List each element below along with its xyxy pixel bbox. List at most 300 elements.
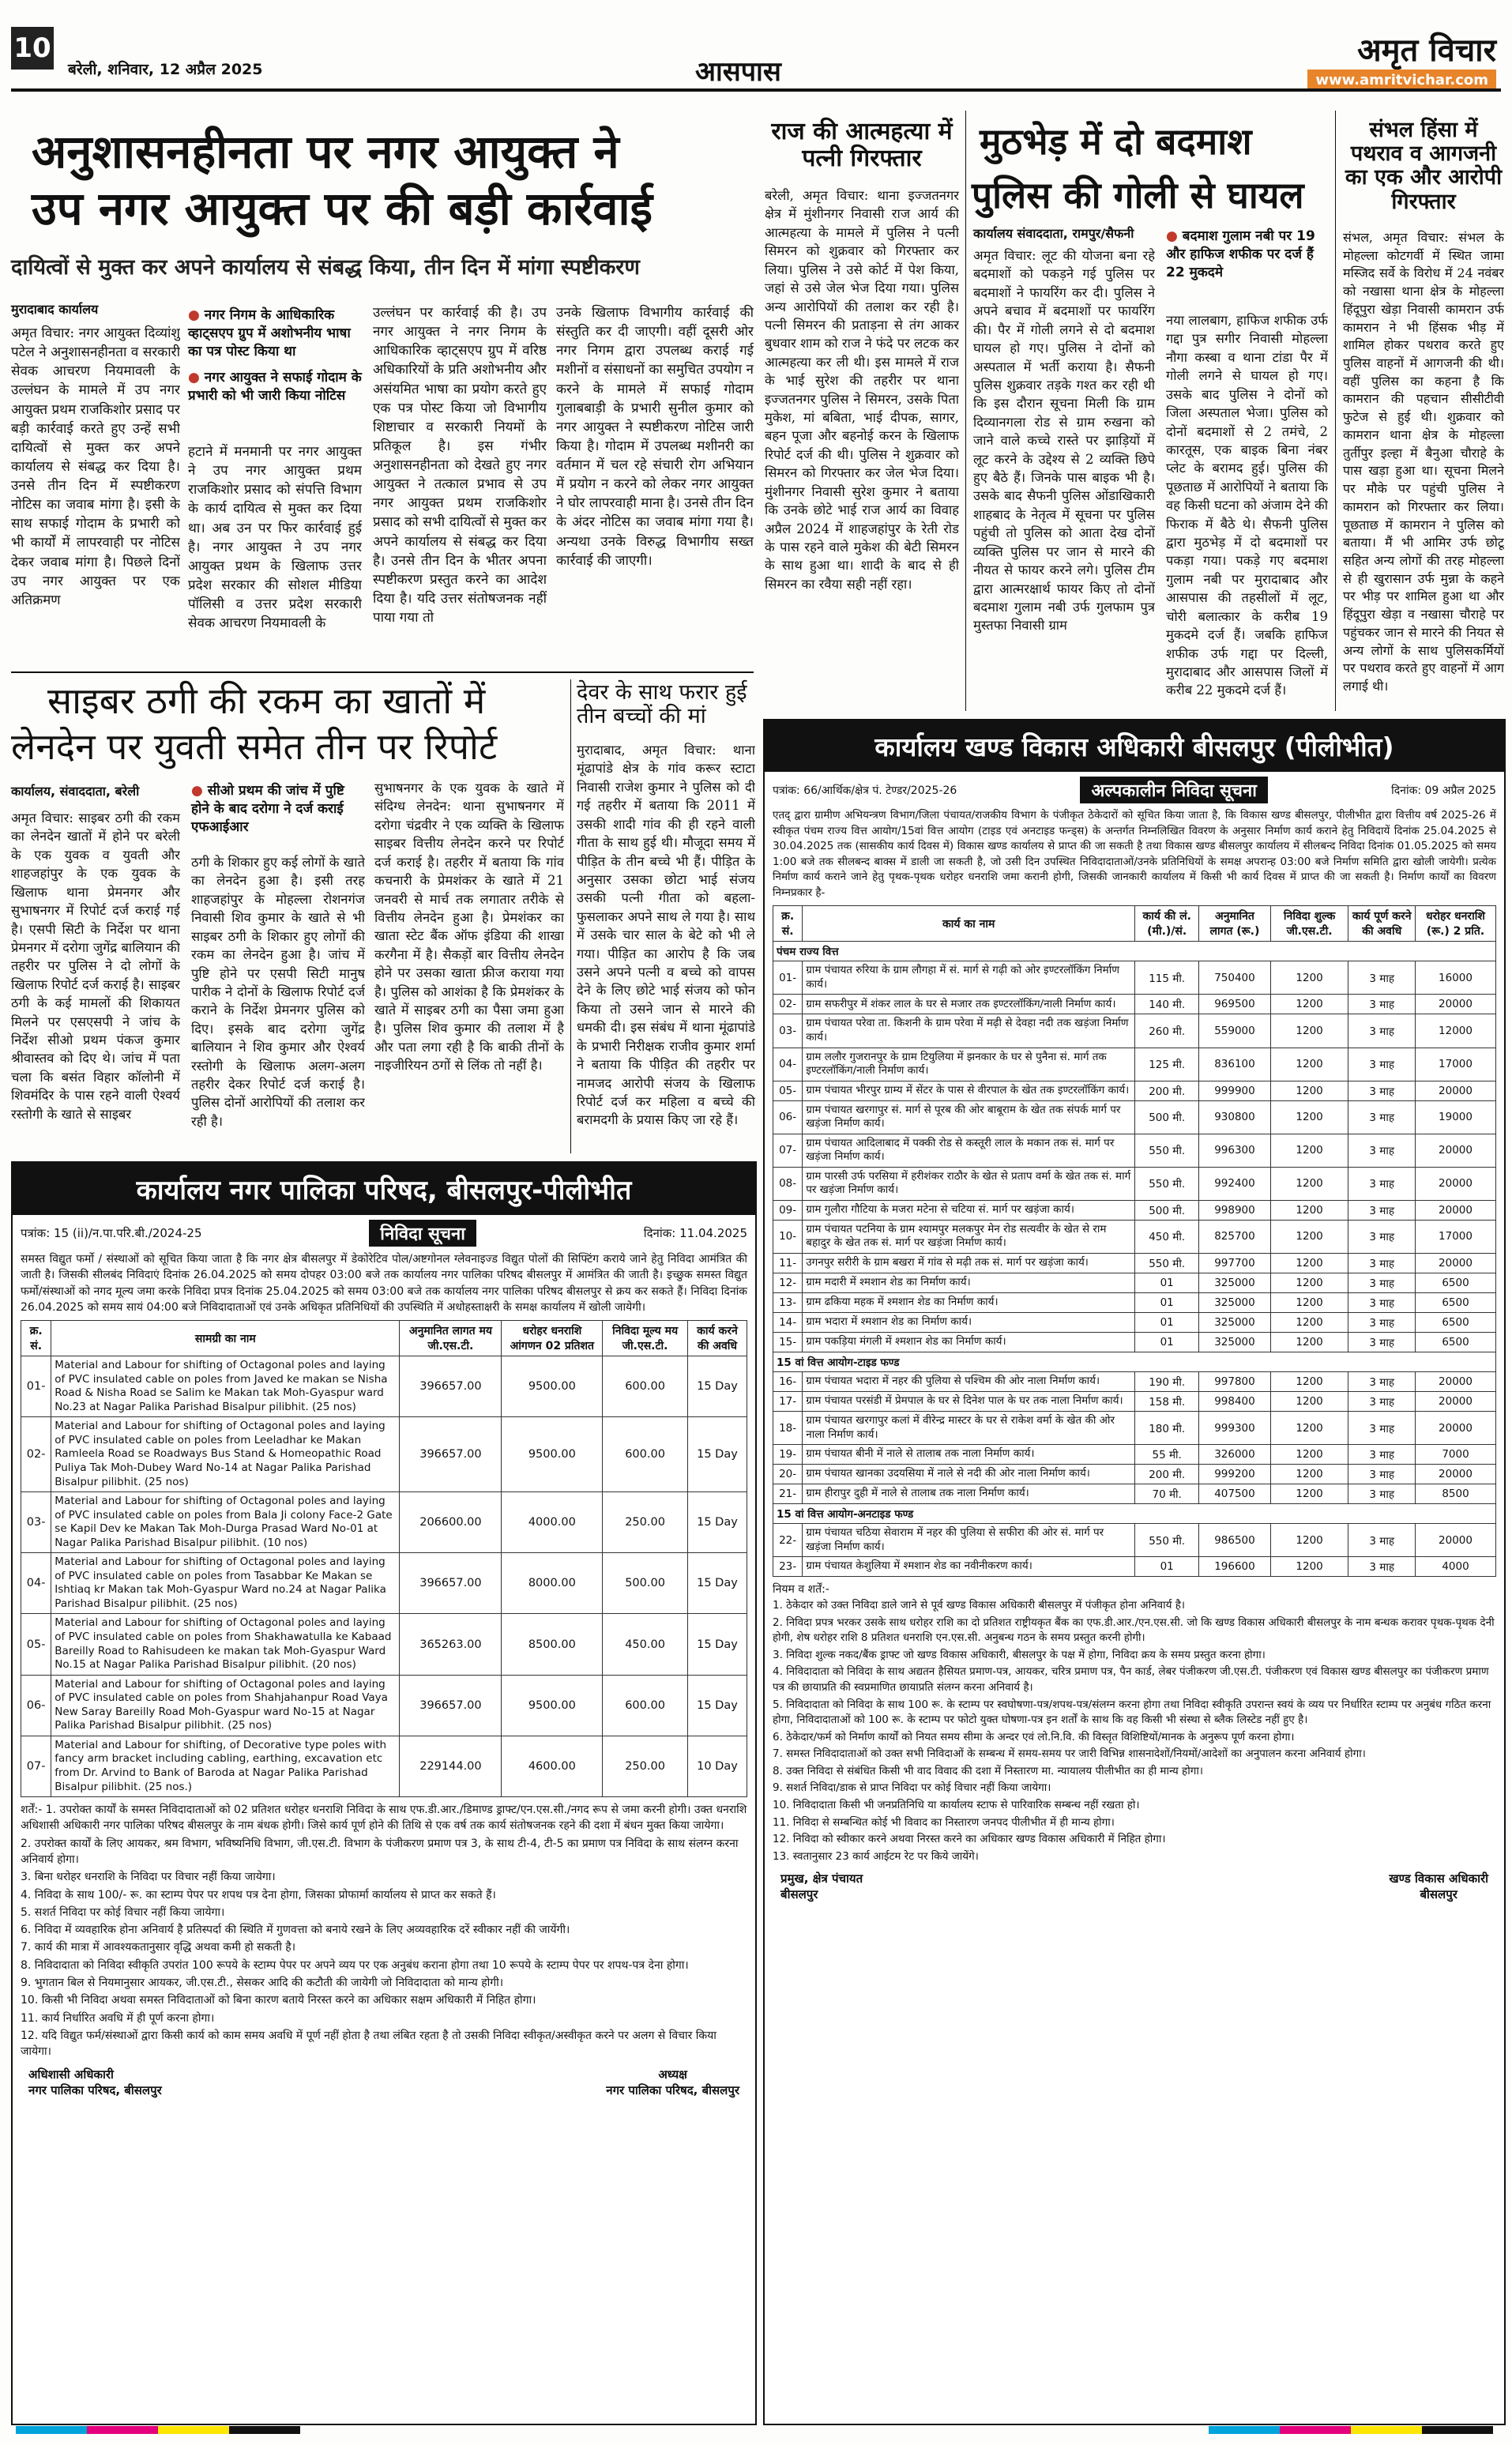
tender-np-title: कार्यालय नगर पालिका परिषद, बीसलपुर-पीलीभीत xyxy=(13,1163,755,1215)
table-cell: 05- xyxy=(773,1081,803,1100)
story5-headline-2: लेनदेन पर युवती समेत तीन पर रिपोर्ट xyxy=(11,725,498,768)
table-cell: 1200 xyxy=(1270,1220,1348,1253)
table-cell: 550 मी. xyxy=(1135,1254,1199,1273)
story5-byline: कार्यालय, संवाददाता, बरेली xyxy=(11,784,140,799)
table-cell: 16000 xyxy=(1415,961,1495,995)
story5-col3: सुभाषनगर के एक युवक के खाते में संदिग्ध लेनदेन: थाना सुभाषनगर में दरोगा चंद्रवीर ने एक व्यक्ति के खिलाफ साइबर वित्तीय लेनदेन करने पर रिपोर्ट दर्ज कराई है। तहरीर में बताया कि गांव कचनारी के प्रेमशंकर के खाते में 21 जनवरी से मार्च तक लगातार तरीके से वित्तीय लेनदेन हुआ है। प्रेमशंकर का खाता स्टेट बैंक ऑफ इंडिया की शाखा करगैना में है। सैकड़ों बार वित्तीय लेनदेन होने पर उसका खाता फ्रीज कराया गया है। पुलिस को आशंका है कि प्रेमशंकर के खाते में साइबर ठगी का पैसा जमा हुआ है। पुलिस शिव कुमार की तलाश में है और पता लगा रही है कि बाकी तीनों के नाइजीरियन ठगों से लिंक तो नहीं है। xyxy=(374,781,564,1074)
story4-text: संभल, अमृत विचार: संभल के मोहल्ला कोटगर्वी में स्थित जामा मस्जिद सर्वे के विरोध में 24 नवंबर को नखासा थाना क्षेत्र के मोहल्ला हिंदूपुरा खेड़ा निवासी कामरान उर्फ कामरान ने भी हिंसक भीड़ में शामिल होकर पथराव करते हुए पुलिस वाहनों में आगजनी की थी। वहीं पुलिस का कहना है कि कामरान की पहचान सीसीटीवी फुटेज से हुई थी। शुक्रवार को कामरान थाना क्षेत्र के मोहल्ला तुर्तीपुर इल्हा में बैनुआ चौराहे के पास खड़ा हुआ था। सूचना मिलने पर मौके पर पहुंची पुलिस ने कामरान को गिरफ्तार कर लिया। पूछताछ में कामरान ने पुलिस को बताया। मैं भी आमिर उर्फ छोटू सहित अन्य लोगों की तरह मोहल्ला से ही खुरासान उर्फ मुन्ना के कहने पर भीड़ पर शामिल हुआ था और हिंदूपुरा खेड़ा व नखासा चौराहे पर पहुंचकर जान से मारने की नियत से अन्य लोगों के साथ पुलिसकर्मियों पर पथराव करते हुए वाहनों में आग लगाई थी। xyxy=(1343,230,1504,694)
table-cell: 6500 xyxy=(1415,1313,1495,1333)
table-cell: 407500 xyxy=(1199,1484,1271,1504)
tender-bdo-subtitle: अल्पकालीन निविदा सूचना xyxy=(1080,777,1267,803)
cmyk-cyan-swatch xyxy=(1209,2426,1280,2434)
story1-col1: अमृत विचार: नगर आयुक्त दिव्यांशु पटेल ने अनुशासनहीनता व सरकारी सेवक आचरण नियमावली के उल्लंघन के मामले में उप नगर आयुक्त प्रथम राजकिशोर प्रसाद पर बड़ी कार्रवाई करते हुए उन्हें सभी दायित्वों से मुक्त कर अपने कार्यालय से संबद्ध कर दिया है। उनसे तीन दिन में स्पष्टीकरण नोटिस का जवाब मांगा है। इसी के साथ सफाई गोदाम के प्रभारी को भी कार्यों में लापरवाही पर नोटिस देकर जवाब मांगा है। पिछले दिनों उप नगर आयुक्त पर एक अतिक्रमण xyxy=(11,325,180,608)
table-cell: ग्राम पंचायत खरगापुर कलां में वीरेन्द्र मास्टर के घर से राकेश वर्मा के खेत की ओर नाला निर्माण कार्य। xyxy=(803,1412,1135,1445)
term-item: 4. निविदा के साथ 100/- रू. का स्टाम्प पेपर पर शपथ पत्र देना होगा, जिसका प्रोफार्मा कार्यालय से प्राप्त कर सकते हैं। xyxy=(21,1888,496,1901)
table-cell: 3 माह xyxy=(1348,1134,1416,1167)
tender-np-signatures xyxy=(13,2062,755,2103)
table-cell: 1200 xyxy=(1270,995,1348,1014)
story3-bullet-text: बदमाश गुलाम नबी पर 19 और हाफिज शफीक पर दर्ज हैं 22 मुकदमे xyxy=(1166,228,1315,280)
term-item: 7. समस्त निविदादाताओं को उक्त सभी निविदाओं के सम्बन्ध में समय-समय पर जारी विभिन्न शासनादेशों/नियमों/आदेशों का अनुपालन करना अनिवार्य होगा। xyxy=(773,1747,1366,1761)
table-cell: 01 xyxy=(1135,1333,1199,1352)
table-cell: 22- xyxy=(773,1524,803,1557)
masthead-rule xyxy=(11,88,1501,92)
table-cell: 15 Day xyxy=(687,1553,747,1614)
table-cell: 325000 xyxy=(1199,1313,1271,1333)
table-cell: 20000 xyxy=(1415,1465,1495,1484)
table-cell: 992400 xyxy=(1199,1167,1271,1200)
table-cell: 1200 xyxy=(1270,1372,1348,1392)
table-cell: 500 मी. xyxy=(1135,1100,1199,1134)
table-cell: 10- xyxy=(773,1220,803,1253)
table-row xyxy=(773,1392,1496,1412)
tender-bdo-date: दिनांक: 09 अप्रैल 2025 xyxy=(1391,784,1496,797)
table-cell: 3 माह xyxy=(1348,1465,1416,1484)
table-cell: 396657.00 xyxy=(400,1356,502,1417)
story5-bullet: ● सीओ प्रथम की जांच में पुष्टि होने के बाद दरोगा ने दर्ज कराई एफआईआर xyxy=(191,783,344,835)
table-row xyxy=(773,1484,1496,1504)
term-item: 6. निविदा में व्यवहारिक होना अनिवार्य है प्रतिस्पर्दा की स्थिति में गुणवत्ता को बनाये रखने के लिए अव्यवहारिक दरें स्वीकार नहीं की जायेंगी। xyxy=(21,1924,570,1937)
table-cell: 8000.00 xyxy=(502,1553,603,1614)
table-cell: 396657.00 xyxy=(400,1553,502,1614)
tender-np-refline xyxy=(13,1215,755,1251)
table-cell: 450.00 xyxy=(603,1614,688,1675)
table-row xyxy=(773,1014,1496,1048)
tender-np-intro: समस्त विद्युत फर्मो / संस्थाओं को सूचित किया जाता है कि नगर क्षेत्र बीसलपुर में डेकोरेटिव पोल/अष्टगोनल ग्लेवनाइज्ड विद्युत पोलों की सिफ्टिंग कराये जाने हेतु निविदा आमंत्रित की जाती है। जिसकी सीलबंद निविदाएं दिनांक 26.04.2025 को समय दोपहर 03:00 बजे तक कार्यालय नगर पालिका परिषद बीसलपुर में आमंत्रित की जाती है। इच्छुक समस्त विद्युत फर्मो/संस्थाओं को नगद मूल्य जमा करके निविदा प्रपत्र दिनांक 25.04.2025 को समय 03:00 बजे तक कार्यालय नगर पालिका परिषद बीसलपुर से क्रय कर सकते हैं। निविदा दिनांक 26.04.2025 को समय सायं 04:00 बजे निविदादाताओं एवं उनके अधिकृत प्रतिनिधियों की उपस्थिति में अधोहस्ताक्षरी के समक्ष कार्यालय में खोली जायेगी। xyxy=(21,1253,747,1314)
tender-bdo-table-wrap xyxy=(765,901,1504,1582)
story1-headline-1: अनुशासनहीनता पर नगर आयुक्त ने xyxy=(32,125,619,179)
table-row xyxy=(21,1614,747,1675)
table-cell: 17000 xyxy=(1415,1048,1495,1081)
table-cell: 1200 xyxy=(1270,1313,1348,1333)
term-item: 8. उक्त निविदा से संबंधित किसी भी वाद विवाद की दशा में निस्तारण मा. न्यायालय पीलीभीत का ही मान्य होगा। xyxy=(773,1764,1203,1777)
table-cell: Material and Labour for shifting of Octagonal poles and laying of PVC insulated cable on poles from Shahjahanpur Road Vaya New Saray Bareilly Road Moh-Gyaspur ward No-15 at Nagar Palika Parishad Bisalpur pilibhit. (25 nos) xyxy=(51,1675,400,1736)
tender-bdo xyxy=(763,719,1506,2425)
sig-title: खण्ड विकास अधिकारी xyxy=(1389,1871,1488,1886)
table-cell: 825700 xyxy=(1199,1220,1271,1253)
table-cell: 12000 xyxy=(1415,1014,1495,1048)
table-cell: 20- xyxy=(773,1465,803,1484)
table-cell: 3 माह xyxy=(1348,1100,1416,1134)
dateline: बरेली, शनिवार, 12 अप्रैल 2025 xyxy=(68,61,263,78)
table-cell: 396657.00 xyxy=(400,1675,502,1736)
table-cell: 01 xyxy=(1135,1273,1199,1293)
tender-np-sig-left xyxy=(28,2067,162,2098)
story1-subheadline: दायित्वों से मुक्त कर अपने कार्यालय से संबद्ध किया, तीन दिन में मांगा स्पष्टीकरण xyxy=(11,255,640,280)
table-cell: 365263.00 xyxy=(400,1614,502,1675)
term-item: शर्तें:- 1. उपरोक्त कार्यों के समस्त निविदादाताओं को 02 प्रतिशत धरोहर धनराशि निविदा के साथ एफ.डी.आर./डिमाण्ड ड्राफ्ट/एन.एस.सी./नगद रूप से जमा करनी होगी। उक्त धनराशि अधिशासी अधिकारी नगर पालिका परिषद बीसलपुर के नाम बंधक होगी। जिसे कार्य पूर्ण होने की तिथि से एक वर्ष तक कार्य संतोषजनक रहने की दशा में बंधन मुक्त किया जायेगा। xyxy=(21,1804,747,1833)
story6-text: मुरादाबाद, अमृत विचार: थाना मूंढापांडे क्षेत्र के गांव करूर स्टाटा निवासी राजेश कुमार ने पुलिस को दी गई तहरीर में बताया कि 2011 में उसकी शादी गांव की ही रहने वाली गीता के साथ हुई थी। मौजूदा समय में पीड़ित के तीन बच्चे भी हैं। पीड़ित के अनुसार उसका छोटा भाई संजय उसकी पत्नी गीता को बहला-फुसलाकर अपने साथ ले गया है। साथ में उसके चार साल के बेटे को भी ले गया। पीड़ित का आरोप है कि जब उसने अपने पत्नी व बच्चे को वापस देने के लिए छोटे भाई संजय को फोन किया तो उसने जान से मारने की धमकी दी। इस संबंध में थाना मूंढापांडे के प्रभारी निरीक्षक राजीव कुमार शर्मा ने बताया कि पीड़ित की तहरीर पर नामजद आरोपी संजय के खिलाफ रिपोर्ट दर्ज कर महिला व बच्चे की बरामदगी के प्रयास किए जा रहे हैं। xyxy=(577,743,755,1128)
term-item: 8. निविदादाता को निविदा स्वीकृति उपरांत 100 रूपये के स्टाम्प पेपर पर अपने व्यय पर एक अनुबंध कराना होगा तथा 10 रूपये के स्टाम्प पेपर पर शपथ-पत्र देना होगा। xyxy=(21,1958,689,1972)
tender-np-terms xyxy=(13,1802,755,2059)
table-cell: 196600 xyxy=(1199,1557,1271,1577)
table-cell: 10 Day xyxy=(687,1736,747,1796)
term-item: 9. सशर्त निविदा/डाक से प्राप्त निविदा पर कोई विचार नहीं किया जायेगा। xyxy=(773,1781,1051,1795)
story5-bullet-text: सीओ प्रथम की जांच में पुष्टि होने के बाद दरोगा ने दर्ज कराई एफआईआर xyxy=(191,783,344,835)
table-row xyxy=(773,1313,1496,1333)
story3-col2: नया लालबाग, हाफिज शफीक उर्फ गद्दा पुत्र सगीर निवासी मोहल्ला नौगा कस्बा व थाना टांडा पैर में गोली लगने से घायल हो गए। उसके बाद पुलिस ने दोनों को जिला अस्पताल भेजा। पुलिस को दोनों बदमाशों से 2 तमंचे, 2 कारतूस, एक बाइक बिना नंबर प्लेट के बरामद हुई। पुलिस की पूछताछ में आरोपियों ने बताया कि वह किसी घटना को अंजाम देने की फिराक में बैठे थे। सैफनी पुलिस द्वारा मुठभेड़ में दो बदमाशों पर पकड़ा गया। पकड़े गए बदमाश गुलाम नबी पर मुरादाबाद और आसपास की तहसीलों में लूट, चोरी बलात्कार के करीब 19 मुकदमे दर्ज हैं। जबकि हाफिज शफीक उर्फ गद्दा पर दिल्ली, मुरादाबाद और आसपास जिलों में करीब 22 मुकदमे दर्ज हैं। xyxy=(1166,313,1328,698)
table-cell: 08- xyxy=(773,1167,803,1200)
term-item: 1. ठेकेदार को उक्त निविदा डाले जाने से पूर्व खण्ड विकास अधिकारी बीसलपुर में पंजीकृत होना अनिवार्य है। xyxy=(773,1599,1185,1612)
table-cell: 01- xyxy=(21,1356,51,1417)
story2-headline: राज की आत्महत्या में पत्नी गिरफ्तार xyxy=(771,118,953,172)
table-cell: 997800 xyxy=(1199,1372,1271,1392)
table-row xyxy=(773,1254,1496,1273)
website-link[interactable]: www.amritvichar.com xyxy=(1307,70,1496,91)
table-cell: 09- xyxy=(773,1200,803,1220)
table-row xyxy=(773,1524,1496,1557)
tender-np-table-wrap xyxy=(13,1315,755,1802)
table-cell: 930800 xyxy=(1199,1100,1271,1134)
table-cell: 15 Day xyxy=(687,1675,747,1736)
table-header-cell: निविदा मूल्य मय जी.एस.टी. xyxy=(603,1321,688,1356)
tender-np-date: दिनांक: 11.04.2025 xyxy=(643,1226,747,1240)
table-cell: 15 Day xyxy=(687,1417,747,1492)
table-cell: 18- xyxy=(773,1412,803,1445)
cmyk-yellow-swatch xyxy=(1351,2426,1422,2434)
story1-bullet-1-text: नगर निगम के आधिकारिक व्हाट्सएप ग्रुप में अशोभनीय भाषा का पत्र पोस्ट किया था xyxy=(188,307,351,359)
table-cell: 55 मी. xyxy=(1135,1445,1199,1465)
table-cell: 3 माह xyxy=(1348,1392,1416,1412)
table-cell: 1200 xyxy=(1270,1484,1348,1504)
table-cell: 20000 xyxy=(1415,1200,1495,1220)
table-cell: 3 माह xyxy=(1348,1200,1416,1220)
table-cell: 396657.00 xyxy=(400,1417,502,1492)
tender-bdo-signatures xyxy=(765,1866,1504,1907)
table-cell: 20000 xyxy=(1415,1372,1495,1392)
tender-bdo-sig-left xyxy=(780,1871,863,1902)
tender-bdo-terms-title: नियम व शर्तें:- xyxy=(773,1583,829,1597)
table-cell: 70 मी. xyxy=(1135,1484,1199,1504)
table-cell: 1200 xyxy=(1270,1557,1348,1577)
table-row xyxy=(773,1372,1496,1392)
table-cell: उगनपुर सरीरी के ग्राम बखरा में गांव से मढ़ी तक सं. मार्ग पर खड़ंजा कार्य। xyxy=(803,1254,1135,1273)
term-item: 13. स्वतानुसार 23 कार्य आईटम रेट पर किये जायेंगे। xyxy=(773,1849,979,1863)
table-cell: 1200 xyxy=(1270,1524,1348,1557)
table-cell: 326000 xyxy=(1199,1445,1271,1465)
table-row xyxy=(773,1445,1496,1465)
table-cell: 250.00 xyxy=(603,1736,688,1796)
story5-col1: अमृत विचार: साइबर ठगी की रकम का लेनदेन खातों में होने पर बरेली के एक युवक व युवती और शाहजहांपुर के एक युवक के खिलाफ थाना प्रेमनगर और सुभाषनगर में रिपोर्ट दर्ज कराई गई है। एसपी सिटी के निर्देश पर थाना प्रेमनगर में दरोगा जुगेंद्र बालियान की तहरीर पर पुलिस ने दो लोगों के खिलाफ रिपोर्ट दर्ज कराई है। साइबर ठगी के कई मामलों की शिकायत मिलने पर एसएसपी ने जांच के निर्देश सीओ प्रथम पंकज कुमार श्रीवास्तव को दिए थे। जांच में पता चला कि बसंत विहार कॉलोनी में शिवमंदिर के पास रहने वाली ऐश्वर्य रस्तोगी के खाते से साइबर xyxy=(11,811,180,1122)
table-cell: 969500 xyxy=(1199,995,1271,1014)
table-header-cell: क्र. सं. xyxy=(773,906,803,942)
table-row xyxy=(773,1333,1496,1352)
term-item: 9. भुगतान बिल से नियमानुसार आयकर, जी.एस.टी., सेसकर आदि की कटौती की जायेगी जो निविदादाता को मान्य होगी। xyxy=(21,1977,504,1990)
cmyk-magenta-swatch xyxy=(1280,2426,1351,2434)
term-item: 7. कार्य की मात्रा में आवश्यकतानुसार वृद्धि अथवा कमी हो सकती है। xyxy=(21,1941,296,1954)
table-cell: 02- xyxy=(773,995,803,1014)
table-cell: 200 मी. xyxy=(1135,1081,1199,1100)
table-cell: ग्राम गुलौरा गौटिया के मजरा मटेना से चटिया सं. मार्ग पर खड़ंजा कार्य। xyxy=(803,1200,1135,1220)
term-item: 12. यदि विद्युत फर्म/संस्थाओं द्वारा किसी कार्य को काम समय अवधि में पूर्ण नहीं होता है तथा लंबित रहता है तो उसकी निविदा स्वीकृत/अस्वीकृत करने पर अलग से विचार किया जायेगा। xyxy=(21,2029,717,2059)
term-item: 10. किसी भी निविदा अथवा समस्त निविदाताओं को बिना कारण बताये निरस्त करने का अधिकार सक्षम अधिकारी में निहित होगा। xyxy=(21,1994,536,2007)
story5-col2: ठगी के शिकार हुए कई लोगों के खाते का लेनदेन हुआ है। इसी तरह शाहजहांपुर के मोहल्ला रोशनगंज निवासी शिव कुमार के खाते से भी साइबर ठगी के शिकार हुए लोगों की रकम का लेनदेन हुआ है। जांच में पुष्टि होने पर एसपी सिटी मानुष पारीक ने दोनों के खिलाफ रिपोर्ट दर्ज कराने के निर्देश प्रेमनगर पुलिस को दिए। इसके बाद दरोगा जुगेंद्र बालियान ने शिव कुमार और ऐश्वर्य रस्तोगी के खिलाफ अलग-अलग तहरीर देकर रिपोर्ट दर्ज कराई है। पुलिस दोनों आरोपियों की तलाश कर रही है। xyxy=(191,855,365,1129)
tender-np-table xyxy=(21,1320,747,1797)
table-cell: 3 माह xyxy=(1348,961,1416,995)
cmyk-bar-right xyxy=(1209,2426,1493,2434)
table-cell: ग्राम मदारी में श्मशान शेड का निर्माण कार्य। xyxy=(803,1273,1135,1293)
table-cell: 19000 xyxy=(1415,1100,1495,1134)
table-cell: 996300 xyxy=(1199,1134,1271,1167)
table-cell: 229144.00 xyxy=(400,1736,502,1796)
table-cell: 9500.00 xyxy=(502,1675,603,1736)
table-cell: 15 Day xyxy=(687,1356,747,1417)
table-header-cell: क्र. सं. xyxy=(21,1321,51,1356)
table-cell: 12- xyxy=(773,1273,803,1293)
table-header-cell: अनुमानित लागत मय जी.एस.टी. xyxy=(400,1321,502,1356)
table-cell: 15 Day xyxy=(687,1614,747,1675)
table-cell: 6500 xyxy=(1415,1293,1495,1313)
tender-bdo-table xyxy=(773,905,1496,1577)
table-cell: ग्राम ललौर गुजरानपुर के ग्राम टियुलिया में झनकार के घर से पुनैना सं. मार्ग तक इण्टरलॉकिंग/नाली निर्माण कार्य। xyxy=(803,1048,1135,1081)
table-cell: 8500.00 xyxy=(502,1614,603,1675)
table-cell: 05- xyxy=(21,1614,51,1675)
table-cell: 4000.00 xyxy=(502,1492,603,1553)
table-cell: ग्राम भदारा में श्मशान शेड का निर्माण कार्य। xyxy=(803,1313,1135,1333)
table-cell: 999900 xyxy=(1199,1081,1271,1100)
table-cell: Material and Labour for shifting of Octagonal poles and laying of PVC insulated cable on poles from Leeladhar ke Makan Ramleela Road se Roadways Bus Stand & Homeopathic Road Puliya Tak Moh-Dubey Ward No-14 at Nagar Palika Parishad Bisalpur pilibhit. (25 nos) xyxy=(51,1417,400,1492)
table-cell: 998900 xyxy=(1199,1200,1271,1220)
table-cell: ग्राम पंचायत भीरपुर ग्राम्य में सेंटर के पास से वीरपाल के खेत तक इण्टरलॉकिंग कार्य। xyxy=(803,1081,1135,1100)
table-cell: 1200 xyxy=(1270,1134,1348,1167)
table-cell: 180 मी. xyxy=(1135,1412,1199,1445)
story4-headline: संभल हिंसा में पथराव व आगजनी का एक और आरोपी गिरफ्तार xyxy=(1345,118,1503,214)
cmyk-bar-left xyxy=(16,2426,300,2434)
sig-org: बीसलपुर xyxy=(780,1887,818,1902)
table-cell: 325000 xyxy=(1199,1273,1271,1293)
table-cell: 1200 xyxy=(1270,1412,1348,1445)
story3-headline-2: पुलिस की गोली से घायल xyxy=(972,174,1304,216)
table-row xyxy=(773,1100,1496,1134)
table-row xyxy=(773,1412,1496,1445)
table-cell: 1200 xyxy=(1270,1445,1348,1465)
table-cell: 04- xyxy=(21,1553,51,1614)
table-cell: 06- xyxy=(773,1100,803,1134)
story1-col3: उल्लंघन पर कार्रवाई की है। उप नगर आयुक्त ने नगर निगम के आधिकारिक व्हाट्सएप ग्रुप में वरिष्ठ अधिकारियों के प्रति अशोभनीय और असंयमित भाषा का प्रयोग करते हुए एक पत्र पोस्ट किया जो विभागीय शिष्टाचार व सरकारी नियमों के प्रतिकूल है। इस गंभीर अनुशासनहीनता को देखते हुए नगर आयुक्त ने तत्काल प्रभाव से उप नगर आयुक्त प्रथम राजकिशोर प्रसाद को सभी दायित्वों से मुक्त कर अपने कार्यालय से संबद्ध कर दिया है। उनसे तीन दिन के भीतर अपना स्पष्टीकरण प्रस्तुत करने का आदेश दिया है। यदि उत्तर संतोषजनक नहीं पाया गया तो xyxy=(373,305,547,626)
page-number: 10 xyxy=(11,27,54,70)
table-cell: ग्राम सफरीपुर में शंकर लाल के घर से मजार तक इण्टरलॉकिंग/नाली निर्माण कार्य। xyxy=(803,995,1135,1014)
term-item: 2. उपरोक्त कार्यों के लिए आयकर, श्रम विभाग, भविष्यनिधि विभाग, जी.एस.टी. विभाग के पंजीकरण प्रमाण पत्र 3, के साथ टी-4, टी-5 का प्रमाण पत्र निविदा के साथ संलग्न करना अनिवार्य होगा। xyxy=(21,1837,739,1866)
table-header-cell: कार्य करने की अवधि xyxy=(687,1321,747,1356)
table-cell: ग्राम पकड़िया मंगली में श्मशान शेड का निर्माण कार्य। xyxy=(803,1333,1135,1352)
story1-bullets xyxy=(188,307,362,405)
table-cell: 3 माह xyxy=(1348,1524,1416,1557)
table-cell: 03- xyxy=(21,1492,51,1553)
table-group-row xyxy=(773,1352,1496,1372)
table-cell: 16- xyxy=(773,1372,803,1392)
sig-org: नगर पालिका परिषद, बीसलपुर xyxy=(606,2082,739,2097)
table-cell: 14- xyxy=(773,1313,803,1333)
story1-col2: हटाने में मनमानी पर नगर आयुक्त ने उप नगर आयुक्त प्रथम राजकिशोर प्रसाद को संपत्ति विभाग के कार्य दायित्व से मुक्त कर दिया था। अब उन पर फिर कार्रवाई हुई है। नगर आयुक्त ने उप नगर आयुक्त प्रथम के खिलाफ उत्तर प्रदेश सरकार की सोशल मीडिया पॉलिसी व उत्तर प्रदेश सरकारी सेवक आचरण नियमावली के xyxy=(188,444,362,632)
story1-byline: मुरादाबाद कार्यालय xyxy=(11,302,99,317)
cmyk-yellow-swatch xyxy=(158,2426,229,2434)
table-row xyxy=(21,1492,747,1553)
table-cell: 550 मी. xyxy=(1135,1167,1199,1200)
table-cell: 3 माह xyxy=(1348,1412,1416,1445)
table-cell: 190 मी. xyxy=(1135,1372,1199,1392)
table-cell: ग्राम ढकिया महक में श्मशान शेड का निर्माण कार्य। xyxy=(803,1293,1135,1313)
table-cell: 3 माह xyxy=(1348,1313,1416,1333)
term-item: 5. निविदादाता को निविदा के साथ 100 रू. के स्टाम्प पर स्वघोषणा-पत्र/शपथ-पत्र/संलग्न करना होगा तथा निविदा स्वीकृति उपरान्त स्वयं के व्यय पर निर्धारित स्टाम्प पर अनुबंध गठित करना होगा, निविदादाताओं को 100 रू. के स्टाम्प पर फोटो युक्त घोषणा-पत्र इन शर्तों के साथ कि वह किसी भी संस्था से ब्लैक लिस्टेड नहीं हुए है। xyxy=(773,1698,1491,1727)
table-cell: ग्राम पंचायत खरगापुर सं. मार्ग से पूरब की ओर बाबूराम के खेत तक संपर्क मार्ग पर खड़ंजा निर्माण कार्य। xyxy=(803,1100,1135,1134)
sig-title: अधिशासी अधिकारी xyxy=(28,2067,114,2082)
table-cell: 20000 xyxy=(1415,1134,1495,1167)
table-row xyxy=(773,1134,1496,1167)
table-cell: 125 मी. xyxy=(1135,1048,1199,1081)
cmyk-cyan-swatch xyxy=(16,2426,87,2434)
table-cell: 9500.00 xyxy=(502,1417,603,1492)
table-row xyxy=(773,1557,1496,1577)
table-header-cell: धरोहर धनराशि (रू.) 2 प्रति. xyxy=(1415,906,1495,942)
table-cell: 1200 xyxy=(1270,1100,1348,1134)
term-item: 2. निविदा प्रपत्र भरकर उसके साथ धरोहर राशि का दो प्रतिशत राष्ट्रीयकृत बैंक का एफ.डी.आर./एन.एस.सी. जो कि खण्ड विकास अधिकारी बीसलपुर के नाम बन्धक करावर पृथक-पृथक देनी होगी, शेष धरोहर राशि 8 प्रतिशत धनराशि एन.एस.सी. अनुबन्ध गठन के समय प्रस्तुत करनी होगी। xyxy=(773,1616,1495,1645)
table-cell: 4000 xyxy=(1415,1557,1495,1577)
story1-headline-2: उप नगर आयुक्त पर की बड़ी कार्रवाई xyxy=(32,182,653,235)
story3-bullet: ● बदमाश गुलाम नबी पर 19 और हाफिज शफीक पर दर्ज हैं 22 मुकदमे xyxy=(1166,228,1315,280)
table-cell: 6500 xyxy=(1415,1333,1495,1352)
table-cell: 3 माह xyxy=(1348,1372,1416,1392)
table-cell: 13- xyxy=(773,1293,803,1313)
table-cell: 3 माह xyxy=(1348,1254,1416,1273)
story1-bullet-1: ● नगर निगम के आधिकारिक व्हाट्सएप ग्रुप में अशोभनीय भाषा का पत्र पोस्ट किया था xyxy=(188,307,351,359)
term-item: 11. कार्य निर्धारित अवधि में ही पूर्ण करना होगा। xyxy=(21,2011,215,2025)
table-cell: 986500 xyxy=(1199,1524,1271,1557)
table-cell: 07- xyxy=(21,1736,51,1796)
term-item: 10. निविदादाता किसी भी जनप्रतिनिधि या कार्यालय स्टाफ से पारिवारिक सम्बन्ध नहीं रखता हो। xyxy=(773,1798,1140,1811)
story1-bullet-2-text: नगर आयुक्त ने सफाई गोदाम के प्रभारी को भी जारी किया नोटिस xyxy=(188,369,362,404)
table-cell: 999200 xyxy=(1199,1465,1271,1484)
table-header-cell: कार्य का नाम xyxy=(803,906,1135,942)
table-cell: 3 माह xyxy=(1348,1167,1416,1200)
table-row xyxy=(21,1736,747,1796)
table-row xyxy=(773,1081,1496,1100)
table-cell: 19- xyxy=(773,1445,803,1465)
table-cell: 01 xyxy=(1135,1293,1199,1313)
table-cell: Material and Labour for shifting of Octagonal poles and laying of PVC insulated cable on poles from Shakhawatulla ke Kabaad Bareilly Road to Rahisudeen ke makan tak Moh-Gyaspur Ward No.15 at Nagar Palika Parishad Bisalpur pilibhit. (20 nos) xyxy=(51,1614,400,1675)
table-row xyxy=(773,1273,1496,1293)
table-cell: ग्राम पंचायत पटनिया के ग्राम श्यामपुर मलकपुर मेन रोड सत्यवीर के खेत से राम बहादुर के खेत तक सं. मार्ग पर खड़ंजा निर्माण कार्य। xyxy=(803,1220,1135,1253)
table-cell: 20000 xyxy=(1415,1081,1495,1100)
tender-bdo-sig-right xyxy=(1389,1871,1488,1902)
table-group-row xyxy=(773,1504,1496,1524)
table-cell: ग्राम पंचायत भदारा में नहर की पुलिया से पश्चिम की ओर नाला निर्माण कार्य। xyxy=(803,1372,1135,1392)
story6-headline: देवर के साथ फरार हुई तीन बच्चों की मां xyxy=(577,680,747,729)
table-cell: 1200 xyxy=(1270,1081,1348,1100)
table-row xyxy=(21,1553,747,1614)
table-cell: 999300 xyxy=(1199,1412,1271,1445)
table-cell: 02- xyxy=(21,1417,51,1492)
table-cell: ग्राम पंचायत परसंडी में प्रेमपाल के घर से दिनेश पाल के घर तक नाला निर्माण कार्य। xyxy=(803,1392,1135,1412)
table-row xyxy=(773,1293,1496,1313)
table-row xyxy=(773,1200,1496,1220)
table-row xyxy=(21,1356,747,1417)
table-group-cell: 15 वां वित्त आयोग-अनटाइड फण्ड xyxy=(773,1504,1496,1524)
table-cell: 206600.00 xyxy=(400,1492,502,1553)
table-cell: ग्राम पंचायत बीनी में नाले से तालाब तक नाला निर्माण कार्य। xyxy=(803,1445,1135,1465)
table-cell: 1200 xyxy=(1270,1273,1348,1293)
story1-col4: उनके खिलाफ विभागीय कार्रवाई की संस्तुति कर दी जाएगी। वहीं दूसरी ओर नगर निगम द्वारा उपलब्ध कराई गई मशीनों व संसाधनों का समुचित उपयोग न करने के मामले में सफाई गोदाम गुलाबबाड़ी के प्रभारी सुनील कुमार को नगर आयुक्त ने स्पष्टीकरण नोटिस जारी किया है। गोदाम में उपलब्ध मशीनरी का वर्तमान में चल रहे संचारी रोग अभियान में प्रयोग न करने को लेकर नगर आयुक्त ने घोर लापरवाही माना है। उनसे तीन दिन के अंदर नोटिस का जवाब मांगा गया है। अन्यथा उनके विरुद्ध विभागीय सख्त कार्रवाई की जाएगी। xyxy=(556,305,754,569)
term-item: 5. सशर्त निविदा पर कोई विचार नहीं किया जायेगा। xyxy=(21,1905,225,1919)
table-row xyxy=(773,1167,1496,1200)
tender-np-ref: पत्रांक: 15 (ii)/न.पा.परि.बी./2024-25 xyxy=(21,1226,202,1240)
table-cell: ग्राम पंचायत खानका उदयसिया में नाले से नदी की ओर नाला निर्माण कार्य। xyxy=(803,1465,1135,1484)
table-cell: 559000 xyxy=(1199,1014,1271,1048)
section-title: आसपास xyxy=(695,56,781,88)
table-cell: 17- xyxy=(773,1392,803,1412)
table-cell: ग्राम पंचायत परेवा ता. किशनी के ग्राम परेवा में मढ़ी से देवहा नदी तक खड़ंजा निर्माण कार्य। xyxy=(803,1014,1135,1048)
term-item: 6. ठेकेदार/फर्म को निर्माण कार्यों को नियत समय सीमा के अन्दर एवं लो.नि.वि. की विस्तृत विशिष्टियों/मानक के अनुरूप पूर्ण करना होगा। xyxy=(773,1730,1295,1743)
table-cell: 500.00 xyxy=(603,1553,688,1614)
table-cell: 20000 xyxy=(1415,1412,1495,1445)
term-item: 12. निविदा को स्वीकार करने अथवा निरस्त करने का अधिकार खण्ड विकास अधिकारी में निहित होगा। xyxy=(773,1833,1166,1846)
table-group-row xyxy=(773,942,1496,961)
table-cell: 450 मी. xyxy=(1135,1220,1199,1253)
table-cell: 01- xyxy=(773,961,803,995)
table-group-cell: पंचम राज्य वित्त xyxy=(773,942,1496,961)
tender-np-body xyxy=(21,1356,747,1797)
story3-byline: कार्यालय संवाददाता, रामपुर/सैफनी xyxy=(973,226,1134,241)
table-row xyxy=(773,995,1496,1014)
brand-logo: अमृत विचार xyxy=(1357,32,1496,69)
table-cell: 17000 xyxy=(1415,1220,1495,1253)
table-cell: 3 माह xyxy=(1348,1445,1416,1465)
table-group-cell: 15 वां वित्त आयोग-टाइड फण्ड xyxy=(773,1352,1496,1372)
table-cell: 250.00 xyxy=(603,1492,688,1553)
table-cell: 06- xyxy=(21,1675,51,1736)
tender-np-sig-right xyxy=(606,2067,739,2098)
sig-org: बीसलपुर xyxy=(1420,1887,1457,1902)
table-cell: 750400 xyxy=(1199,961,1271,995)
table-cell: 1200 xyxy=(1270,1048,1348,1081)
table-cell: ग्राम पंचायत चठिया सेवाराम में नहर की पुलिया से सफीरा की ओर सं. मार्ग पर खड़ंजा निर्माण कार्य। xyxy=(803,1524,1135,1557)
table-cell: 1200 xyxy=(1270,1254,1348,1273)
table-cell: 836100 xyxy=(1199,1048,1271,1081)
sig-title: प्रमुख, क्षेत्र पंचायत xyxy=(780,1871,863,1886)
table-cell: 3 माह xyxy=(1348,1293,1416,1313)
tender-bdo-intro: एतद् द्वारा ग्रामीण अभियन्त्रण विभाग/जिला पंचायत/राजकीय विभाग के पंजीकृत ठेकेदारों को सूचित किया जाता है, कि विकास खण्ड बीसलपुर, पीलीभीत द्वारा वित्तीय वर्ष 2025-26 में स्वीकृत पंचम राज्य वित्त आयोग/15वां वित्त आयोग (टाइड एवं अनटाइड फन्ड्स) के अन्तर्गत निम्नलिखित विवरण के अनुसार निर्माण कार्य कराने हेतु निविदायें दिनांक 25.04.2025 से 30.04.2025 तक (सासकीय कार्य दिवस में) विकास खण्ड कार्यालय से प्राप्त की जा सकती है तथा विकास खण्ड बीसलपुर कार्यालय में सीलबन्द निविदा दिनांक 01.05.2025 को समय 1:00 बजे तक सीलबन्द बाक्स में डाली जा सकती है, जो उसी दिन उपस्थित निविदादाताओं/उनके प्रतिनिधियों के समक्ष अपरान्ह 03:00 बजे निर्माण समिति द्वारा खोली जायेगी। प्रत्येक निर्माण कार्य कराने जाने हेतु पृथक-पृथक धरोहर धनराशि जमा करानी होगी, जिसकी जानकारी कार्यालय में किसी भी कार्य दिवस में प्राप्त की जा सकती है। निर्माण कार्यों का विवरण निम्नप्रकार है- xyxy=(773,809,1496,899)
table-cell: 3 माह xyxy=(1348,1048,1416,1081)
table-cell: 20000 xyxy=(1415,1254,1495,1273)
table-cell: Material and Labour for shifting of Octagonal poles and laying of PVC insulated cable on poles from Tasabbar Ke Makan se Ishtiaq kr Makan tak Moh-Gyaspur Ward no.24 at Nagar Palika Parishad Bisalpur pilibhit. (25 nos) xyxy=(51,1553,400,1614)
table-cell: 3 माह xyxy=(1348,1273,1416,1293)
table-header-cell: कार्य की लं. (मी.)/सं. xyxy=(1135,906,1199,942)
table-cell: 997700 xyxy=(1199,1254,1271,1273)
table-cell: 600.00 xyxy=(603,1675,688,1736)
table-row xyxy=(773,961,1496,995)
table-cell: 998400 xyxy=(1199,1392,1271,1412)
term-item: 3. बिना धरोहर धनराशि के निविदा पर विचार नहीं किया जायेगा। xyxy=(21,1871,276,1884)
table-cell: ग्राम पारसी उर्फ परसिया में हरीशंकर राठौर के खेत से प्रताप वर्मा के खेत तक सं. मार्ग पर खड़ंजा निर्माण कार्य। xyxy=(803,1167,1135,1200)
table-cell: Material and Labour for shifting of Octagonal poles and laying of PVC insulated cable on poles from Javed ke makan se Nisha Road & Nisha Road se Salim ke Makan tak Moh-Gyaspur ward No.23 at Nagar Palika Parishad Bisalpur pilibhit. (25 nos) xyxy=(51,1356,400,1417)
tender-bdo-refline xyxy=(765,772,1504,808)
table-cell: 1200 xyxy=(1270,961,1348,995)
tender-nagar-palika xyxy=(11,1161,757,2425)
table-cell: 325000 xyxy=(1199,1333,1271,1352)
sig-org: नगर पालिका परिषद, बीसलपुर xyxy=(28,2082,162,2097)
table-cell: 15- xyxy=(773,1333,803,1352)
table-cell: 20000 xyxy=(1415,1524,1495,1557)
table-row xyxy=(773,1048,1496,1081)
table-cell: 6500 xyxy=(1415,1273,1495,1293)
table-cell: 21- xyxy=(773,1484,803,1504)
table-cell: 01 xyxy=(1135,1313,1199,1333)
table-cell: 1200 xyxy=(1270,1333,1348,1352)
story3-headline-1: मुठभेड़ में दो बदमाश xyxy=(980,120,1252,163)
tender-np-header-row xyxy=(21,1321,747,1356)
table-cell: Material and Labour for shifting of Octagonal poles and laying of PVC insulated cable on poles from Bala Ji colony Face-2 Gate se Kapil Dev ke Makan Tak Moh-Durga Prasad Ward No-01 at Nagar Palika Parishad Bisalpur pilibhit. (10 nos) xyxy=(51,1492,400,1553)
table-cell: 04- xyxy=(773,1048,803,1081)
table-row xyxy=(21,1675,747,1736)
table-cell: 3 माह xyxy=(1348,1557,1416,1577)
